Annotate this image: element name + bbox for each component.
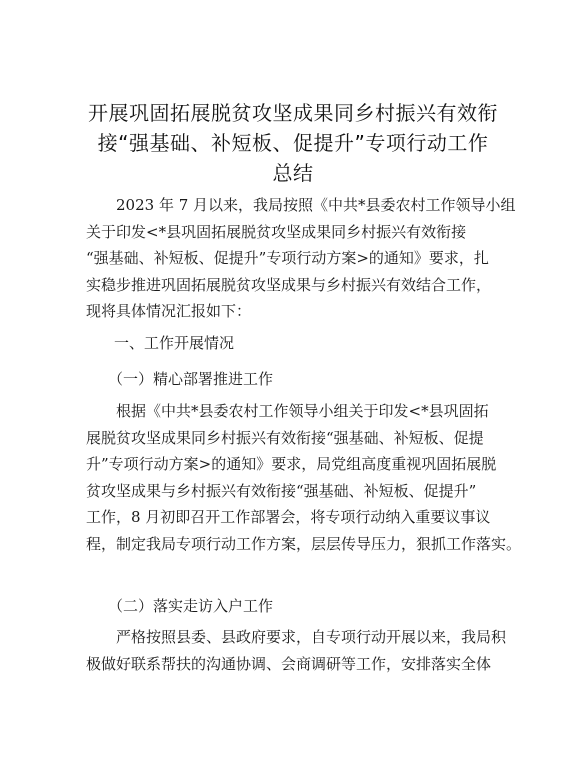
intro-line-2: 关于印发<*县巩固拓展脱贫攻坚成果同乡村振兴有效衔接	[86, 222, 467, 241]
subsection-heading-1: （一）精心部署推进工作	[108, 370, 274, 388]
sub1-line-2: 展脱贫攻坚成果同乡村振兴有效衔接“强基础、补短板、促提	[86, 428, 484, 447]
sub1-line-3: 升”专项行动方案>的通知》要求，局党组高度重视巩固拓展脱	[86, 455, 497, 473]
sub2-line-2: 极做好联系帮扶的沟通协调、会商调研等工作，安排落实全体	[86, 654, 492, 673]
sub1-line-5: 工作，8 月初即召开工作部署会，将专项行动纳入重要议事议	[86, 508, 491, 526]
title-line-2: 接“强基础、补短板、促提升”专项行动工作	[97, 131, 489, 155]
sub1-line-6: 程，制定我局专项行动工作方案，层层传导压力，狠抓工作落实。	[86, 534, 522, 553]
sub2-line-1: 严格按照县委、县政府要求，自专项行动开展以来，我局积	[116, 628, 507, 646]
section-heading-1: 一、工作开展情况	[114, 334, 235, 352]
intro-line-4: 实稳步推进巩固拓展脱贫攻坚成果与乡村振兴有效结合工作，	[86, 275, 492, 294]
title-line-3: 总结	[272, 161, 314, 185]
intro-line-3: “强基础、补短板、促提升”专项行动方案>的通知》要求，扎	[86, 249, 489, 267]
subsection-2-paragraph	[86, 624, 507, 677]
sub1-line-1: 根据《中共*县委农村工作领导小组关于印发<*县巩固拓	[116, 402, 489, 420]
intro-line-5: 现将具体情况汇报如下：	[86, 302, 252, 320]
subsection-heading-2: （二）落实走访入户工作	[108, 597, 274, 615]
title-line-1: 开展巩固拓展脱贫攻坚成果同乡村振兴有效衔	[88, 101, 498, 125]
document-title	[70, 98, 516, 188]
subsection-1-paragraph	[86, 398, 522, 557]
intro-line-1: 2023 年 7 月以来，我局按照《中共*县委农村工作领导小组	[116, 196, 516, 214]
sub1-line-4: 贫攻坚成果与乡村振兴有效衔接“强基础、补短板、促提升”	[86, 481, 477, 500]
intro-paragraph	[86, 192, 516, 325]
